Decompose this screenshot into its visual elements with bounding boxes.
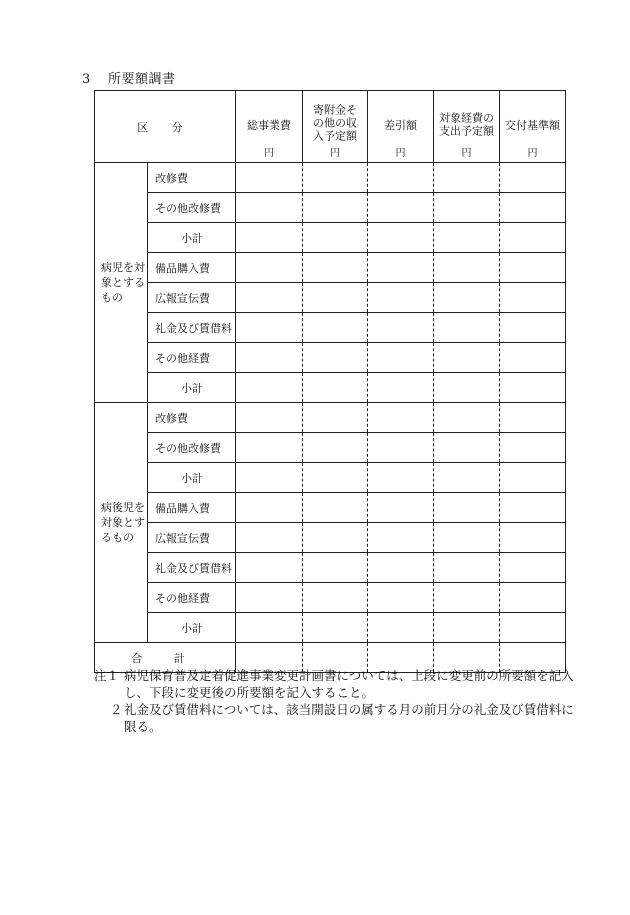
amount-cell: [303, 433, 368, 463]
amount-cell: [368, 583, 434, 613]
amount-cell: [236, 283, 303, 313]
amount-cell: [500, 373, 566, 403]
table-row: [95, 463, 566, 493]
amount-cell: [500, 583, 566, 613]
amount-cell: [368, 283, 434, 313]
amount-cell: [368, 523, 434, 553]
header-row: [95, 91, 566, 163]
amount-cell: [368, 373, 434, 403]
amount-cell: [303, 313, 368, 343]
subtotal-label: 小計: [148, 613, 236, 643]
amount-cell: [303, 403, 368, 433]
amount-cell: [368, 313, 434, 343]
table-row: [95, 433, 566, 463]
table-row: [95, 523, 566, 553]
amount-cell: [500, 463, 566, 493]
table-row: [95, 193, 566, 223]
amount-cell: [434, 373, 500, 403]
amount-cell: [434, 193, 500, 223]
table-row: [95, 223, 566, 253]
amount-cell: [303, 163, 368, 193]
item-label: その他改修費: [148, 193, 236, 223]
item-label: 改修費: [148, 163, 236, 193]
amount-cell: [500, 193, 566, 223]
amount-cell: [434, 613, 500, 643]
item-label: 備品購入費: [148, 493, 236, 523]
amount-cell: [236, 253, 303, 283]
amount-cell: [236, 373, 303, 403]
amount-cell: [500, 613, 566, 643]
section-heading: [82, 68, 176, 87]
table-row: [95, 493, 566, 523]
amount-cell: [434, 433, 500, 463]
amount-cell: [236, 403, 303, 433]
amount-cell: [236, 523, 303, 553]
amount-cell: [236, 313, 303, 343]
table-row: [95, 583, 566, 613]
item-label: 広報宣伝費: [148, 523, 236, 553]
budget-table: [94, 90, 566, 673]
note-label: 注１: [94, 668, 120, 683]
column-header: 総事業費 円: [236, 91, 303, 163]
note-label: ２: [110, 702, 123, 717]
amount-cell: [434, 583, 500, 613]
item-label: その他改修費: [148, 433, 236, 463]
amount-cell: [368, 613, 434, 643]
amount-cell: [500, 553, 566, 583]
amount-cell: [368, 493, 434, 523]
amount-cell: [368, 553, 434, 583]
section-title: 所要額調書: [108, 72, 176, 87]
amount-cell: [303, 553, 368, 583]
item-label: 広報宣伝費: [148, 283, 236, 313]
amount-cell: [434, 523, 500, 553]
amount-cell: [303, 343, 368, 373]
item-label: その他経費: [148, 343, 236, 373]
group-label: 病後児を対象とするもの: [95, 403, 148, 643]
amount-cell: [434, 163, 500, 193]
amount-cell: [236, 433, 303, 463]
item-label: 備品購入費: [148, 253, 236, 283]
amount-cell: [500, 223, 566, 253]
amount-cell: [368, 193, 434, 223]
amount-cell: [303, 493, 368, 523]
amount-cell: [368, 223, 434, 253]
amount-cell: [236, 343, 303, 373]
amount-cell: [303, 613, 368, 643]
item-label: その他経費: [148, 583, 236, 613]
amount-cell: [236, 463, 303, 493]
note-text: 礼金及び賃借料については、該当開設日の属する月の前月分の礼金及び賃借料に限る。: [124, 702, 574, 734]
amount-cell: [500, 403, 566, 433]
notes: [94, 667, 574, 735]
amount-cell: [303, 373, 368, 403]
note-text: 病児保育普及定着促進事業変更計画書については、上段に変更前の所要額を記入し、下段に変更後の所要額を記入すること。: [124, 668, 574, 700]
amount-cell: [434, 553, 500, 583]
amount-cell: [500, 433, 566, 463]
amount-cell: [236, 223, 303, 253]
amount-cell: [303, 253, 368, 283]
amount-cell: [303, 583, 368, 613]
amount-cell: [500, 343, 566, 373]
amount-cell: [500, 493, 566, 523]
amount-cell: [236, 193, 303, 223]
amount-cell: [368, 433, 434, 463]
table-row: [95, 283, 566, 313]
amount-cell: [303, 523, 368, 553]
amount-cell: [500, 313, 566, 343]
table-row: [95, 373, 566, 403]
amount-cell: [303, 223, 368, 253]
amount-cell: [434, 253, 500, 283]
amount-cell: [434, 223, 500, 253]
column-header: 差引額 円: [368, 91, 434, 163]
amount-cell: [303, 463, 368, 493]
section-number: 3: [82, 72, 91, 87]
amount-cell: [434, 283, 500, 313]
table-row: [95, 613, 566, 643]
table-row: [95, 313, 566, 343]
subtotal-label: 小計: [148, 223, 236, 253]
column-header: 対象経費の支出予定額 円: [434, 91, 500, 163]
amount-cell: [368, 343, 434, 373]
table-row: [95, 163, 566, 193]
table-row: [95, 253, 566, 283]
amount-cell: [236, 583, 303, 613]
amount-cell: [434, 313, 500, 343]
item-label: 改修費: [148, 403, 236, 433]
amount-cell: [500, 253, 566, 283]
amount-cell: [434, 463, 500, 493]
amount-cell: [500, 163, 566, 193]
amount-cell: [500, 283, 566, 313]
note-item: [94, 701, 574, 735]
amount-cell: [236, 553, 303, 583]
table-row: [95, 553, 566, 583]
amount-cell: [368, 403, 434, 433]
column-header: 交付基準額 円: [500, 91, 566, 163]
amount-cell: [303, 193, 368, 223]
amount-cell: [434, 493, 500, 523]
amount-cell: [500, 523, 566, 553]
category-header: 区 分: [95, 91, 236, 163]
item-label: 礼金及び賃借料: [148, 553, 236, 583]
amount-cell: [434, 343, 500, 373]
amount-cell: [368, 163, 434, 193]
total-label: 合 計: [95, 643, 236, 673]
amount-cell: [434, 403, 500, 433]
group-label: 病児を対象とするもの: [95, 163, 148, 403]
amount-cell: [236, 613, 303, 643]
amount-cell: [303, 283, 368, 313]
note-item: [94, 667, 574, 701]
amount-cell: [368, 463, 434, 493]
item-label: 礼金及び賃借料: [148, 313, 236, 343]
amount-cell: [368, 253, 434, 283]
amount-cell: [236, 493, 303, 523]
table-row: [95, 343, 566, 373]
column-header: 寄附金その他の収入予定額 円: [303, 91, 368, 163]
amount-cell: [236, 163, 303, 193]
table-row: [95, 403, 566, 433]
subtotal-label: 小計: [148, 373, 236, 403]
subtotal-label: 小計: [148, 463, 236, 493]
